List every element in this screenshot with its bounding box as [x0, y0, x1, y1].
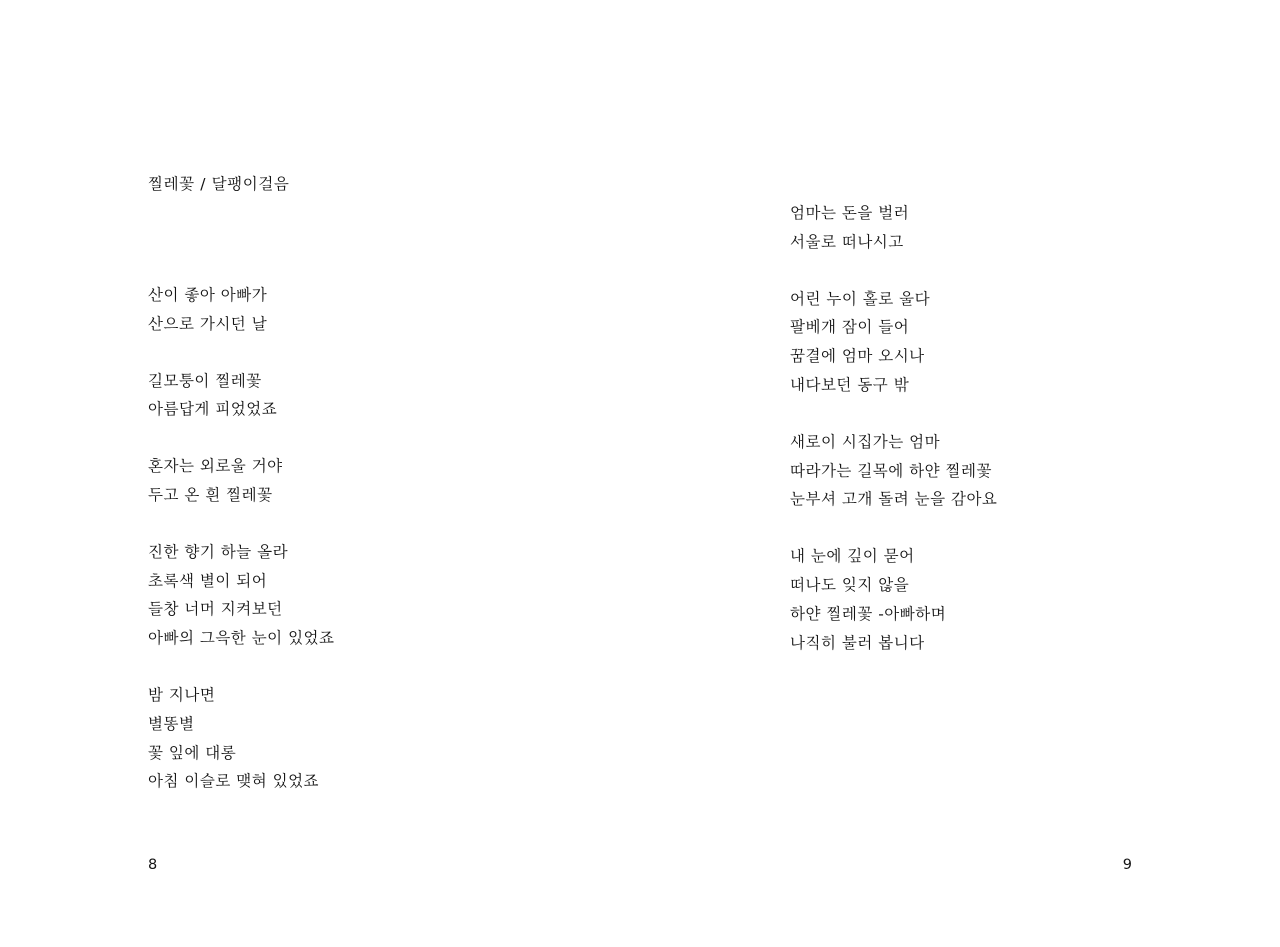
stanza [790, 199, 997, 257]
poem-line: 하얀 찔레꽃 -아빠하며 [790, 604, 947, 623]
poem-line: 별똥별 [148, 714, 195, 733]
stanza [148, 681, 335, 796]
poem-line: 두고 온 흰 찔레꽃 [148, 485, 273, 504]
left-page-body [148, 281, 335, 796]
poem-title: 찔레꽃 / 달팽이걸음 [148, 175, 290, 193]
poem-line: 어린 누이 홀로 울다 [790, 289, 931, 308]
poem-line: 팔베개 잠이 들어 [790, 318, 910, 337]
poem-line: 엄마는 돈을 벌러 [790, 204, 910, 222]
poem-line: 아름답게 피었었죠 [148, 400, 278, 419]
poem-line: 진한 향기 하늘 올라 [148, 542, 289, 561]
poem-line: 밤 지나면 [148, 685, 216, 704]
stanza [790, 285, 997, 400]
poem-line: 꽃 잎에 대롱 [148, 743, 237, 762]
page-number-right: 9 [1122, 857, 1132, 873]
poem-line: 산이 좋아 아빠가 [148, 286, 268, 304]
poem-line: 혼자는 외로울 거야 [148, 457, 283, 476]
stanza [790, 542, 997, 657]
poem-line: 나직히 불러 봅니다 [790, 633, 925, 652]
right-page [640, 0, 1280, 947]
poem-line: 아침 이슬로 맺혀 있었죠 [148, 772, 320, 791]
poem-line: 서울로 떠나시고 [790, 232, 904, 251]
poem-line: 내 눈에 깊이 묻어 [790, 547, 915, 566]
stanza [148, 367, 335, 425]
poem-line: 눈부셔 고개 돌려 눈을 감아요 [790, 490, 998, 509]
poem-line: 산으로 가시던 날 [148, 314, 268, 333]
stanza [148, 281, 335, 339]
poem-line: 길모퉁이 찔레꽃 [148, 371, 262, 390]
poem-line: 떠나도 잊지 않을 [790, 575, 910, 594]
poem-line: 내다보던 동구 밖 [790, 375, 910, 394]
poem-line: 따라가는 길목에 하얀 찔레꽃 [790, 461, 992, 480]
stanza [148, 538, 335, 653]
stanza [790, 428, 997, 514]
poem-line: 새로이 시집가는 엄마 [790, 432, 941, 451]
poem-line: 초록색 별이 되어 [148, 571, 268, 590]
poem-line: 꿈결에 엄마 오시나 [790, 347, 925, 366]
page-number-left: 8 [148, 857, 158, 873]
poem-line: 아빠의 그윽한 눈이 있었죠 [148, 629, 335, 648]
poem-line: 들창 너머 지켜보던 [148, 600, 283, 619]
stanza [148, 452, 335, 510]
right-page-body [790, 199, 997, 657]
